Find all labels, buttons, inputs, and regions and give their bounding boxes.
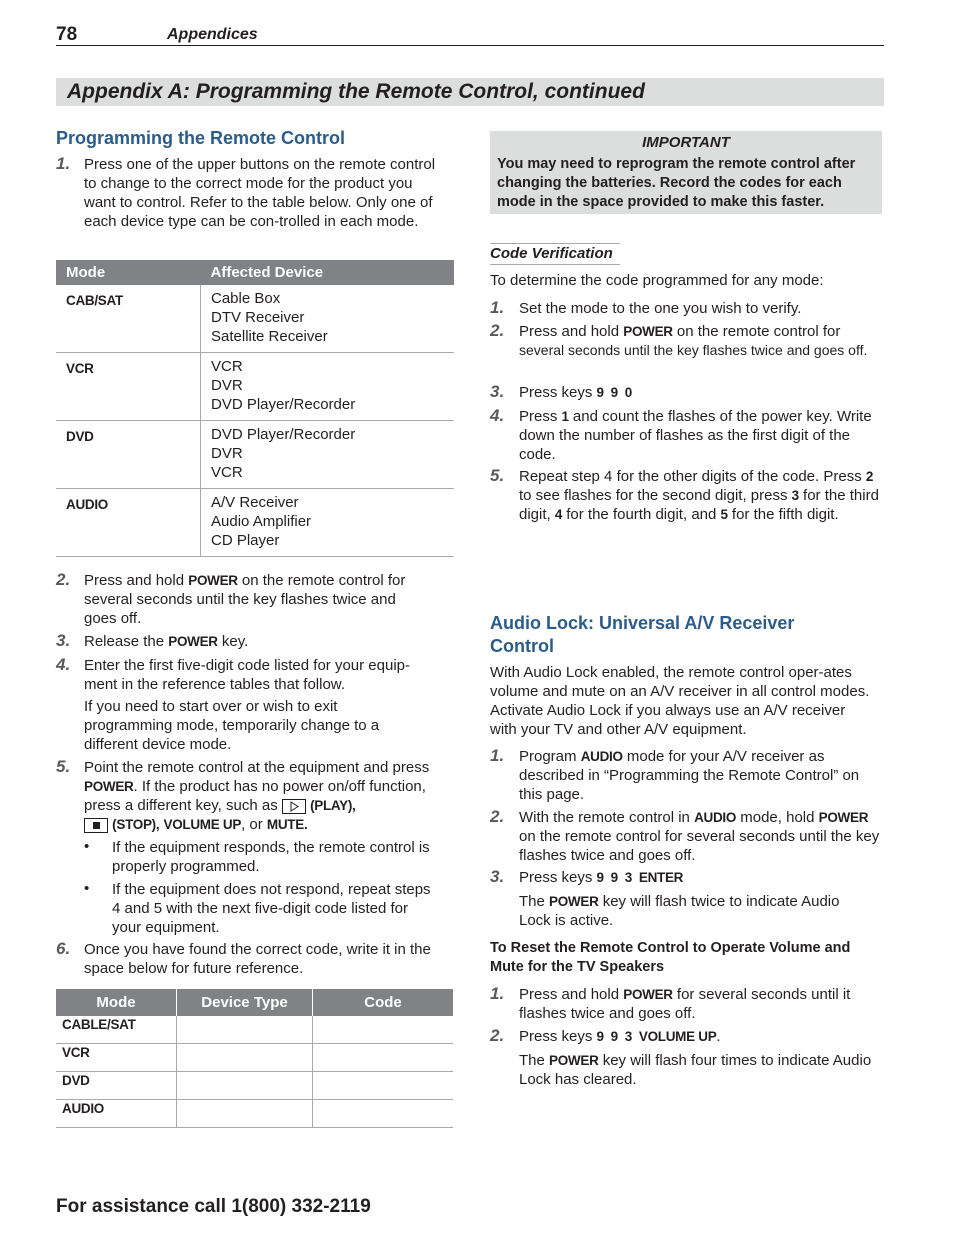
audio-step-3: Press keys 9 9 3 ENTER [519,869,684,886]
audio-lock-heading: Audio Lock: Universal A/V Receiver Control [490,613,795,656]
section-title: Appendices [167,26,258,43]
step-number: 3. [56,631,71,650]
step-number: 4. [490,406,505,425]
device-cell: DVR [211,445,243,462]
step-number: 2. [490,807,505,826]
table-row [56,1100,453,1128]
audio-step-2: With the remote control in AUDIO mode, hold POWER on the remote control for several seconds until the key flashes twice and goes off. [519,809,880,864]
stop-icon [84,818,108,833]
play-icon [282,799,306,814]
mode-cell: CAB/SAT [66,293,123,308]
step-number: 1. [56,154,71,173]
mode-cell: AUDIO [66,497,108,512]
code-field[interactable] [313,1016,454,1044]
appendix-banner [56,78,884,106]
device-cell: A/V Receiver [211,494,299,511]
device-cell: DTV Receiver [211,309,305,326]
header-rule [56,45,884,46]
table-row [56,489,454,557]
step-number: 1. [490,746,505,765]
mode-cell: CABLE/SAT [62,1017,136,1032]
code-field[interactable] [313,1100,454,1128]
code-table-header: Code [313,989,454,1016]
audio-step-1: Program AUDIO mode for your A/V receiver as described in “Programming the Remote Control” on this page. [519,748,860,803]
table-row [56,1016,453,1044]
bullet-dot: • [84,838,90,855]
verify-step-1: Set the mode to the one you wish to verify. [519,300,802,317]
step-number: 3. [490,867,505,886]
table-row [56,285,454,353]
device-type-field[interactable] [177,1016,313,1044]
programming-heading: Programming the Remote Control [56,128,346,148]
audio-lock-intro: With Audio Lock enabled, the remote control oper-ates volume and mute on an A/V receiver in all control modes. Activate Audio Lock if you always use an A/V receiver with your TV and other A/V equipment. [490,664,870,738]
table-header-mode: Mode [56,260,201,285]
page-number: 78 [56,24,78,45]
device-cell: CD Player [211,532,280,549]
step-2-text: Press and hold POWER on the remote control for several seconds until the key flashes twice and goes off. [84,572,406,627]
important-box [490,131,882,214]
bullet-dot: • [84,880,90,897]
audio-step-3-note: The POWER key will flash twice to indicate Audio Lock is active. [519,893,840,929]
code-verification-title: Code Verification [490,243,620,265]
mode-cell: DVD [62,1073,90,1088]
table-row [56,1044,453,1072]
device-type-field[interactable] [177,1100,313,1128]
step-number: 1. [490,984,505,1003]
code-field[interactable] [313,1044,454,1072]
step-number: 5. [490,466,505,485]
verify-step-5: Repeat step 4 for the other digits of the code. Press 2 to see flashes for the second digit, press 3 for the third digit, 4 for the fourth digit, and 5 for the fifth digit. [519,468,879,523]
code-verification-intro: To determine the code programmed for any mode: [490,272,824,289]
banner-title: Appendix A: Programming the Remote Control, continued [67,80,645,103]
mode-cell: VCR [62,1045,90,1060]
device-type-field[interactable] [177,1044,313,1072]
device-type-field[interactable] [177,1072,313,1100]
device-cell: DVD Player/Recorder [211,426,356,443]
device-cell: Audio Amplifier [211,513,312,530]
device-cell: DVD Player/Recorder [211,396,356,413]
step-number: 2. [490,1026,505,1045]
step-4-note: If you need to start over or wish to exit programming mode, temporarily change to a different device mode. [84,698,380,753]
step-6-text: Once you have found the correct code, write it in the space below for future reference. [84,941,431,977]
reset-step-1: Press and hold POWER for several seconds until it flashes twice and goes off. [519,986,851,1022]
step-4-text: Enter the first five-digit code listed for your equip-ment in the reference tables that follow. [84,657,410,693]
step-number: 6. [56,939,71,958]
device-cell: Satellite Receiver [211,328,328,345]
step-number: 5. [56,757,71,776]
assistance-footer: For assistance call 1(800) 332-2119 [56,1196,371,1217]
code-table-header: Mode [56,989,177,1016]
verify-step-4: Press 1 and count the flashes of the power key. Write down the number of flashes as the first digit of the code. [519,408,872,463]
code-table-header: Device Type [177,989,313,1016]
mode-cell: VCR [66,361,94,376]
table-row [56,353,454,421]
device-cell: VCR [211,464,243,481]
device-cell: VCR [211,358,243,375]
table-header-device: Affected Device [201,260,455,285]
step-number: 4. [56,655,71,674]
step-3-text: Release the POWER key. [84,633,249,650]
reset-heading: To Reset the Remote Control to Operate Volume and Mute for the TV Speakers [490,940,851,975]
mode-device-table [56,260,454,557]
step-number: 1. [490,298,505,317]
reset-step-2: Press keys 9 9 3 VOLUME UP. [519,1028,721,1045]
table-row [56,1072,453,1100]
mode-cell: AUDIO [62,1101,104,1116]
step-number: 2. [490,321,505,340]
device-cell: Cable Box [211,290,281,307]
verify-step-3: Press keys 9 9 0 [519,384,632,401]
table-row [56,421,454,489]
step-number: 2. [56,570,71,589]
step-1-text: Press one of the upper buttons on the remote control to change to the correct mode for the product you want to control. Refer to the table below. Only one of each device type can be con-trolled in each mode. [84,156,436,230]
important-title: IMPORTANT [642,134,730,151]
reset-step-2-note: The POWER key will flash four times to indicate Audio Lock has cleared. [519,1052,872,1088]
step-number: 3. [490,382,505,401]
important-text: You may need to reprogram the remote control after changing the batteries. Record the codes for each mode in the space provided to make this faster. [497,156,856,210]
code-record-table [56,989,453,1128]
bullet-text: If the equipment responds, the remote control is properly programmed. [112,839,430,875]
step-5-text: Point the remote control at the equipment and press POWER. If the product has no power on/off function, press a different key, such as (PLAY), (STOP), VOLUME UP, or MUTE. [84,759,430,833]
device-cell: DVR [211,377,243,394]
bullet-text: If the equipment does not respond, repeat steps 4 and 5 with the next five-digit code listed for your equipment. [112,881,431,936]
code-field[interactable] [313,1072,454,1100]
verify-step-2: Press and hold POWER on the remote control for several seconds until the key flashes twice and goes off. [519,323,868,358]
mode-cell: DVD [66,429,94,444]
